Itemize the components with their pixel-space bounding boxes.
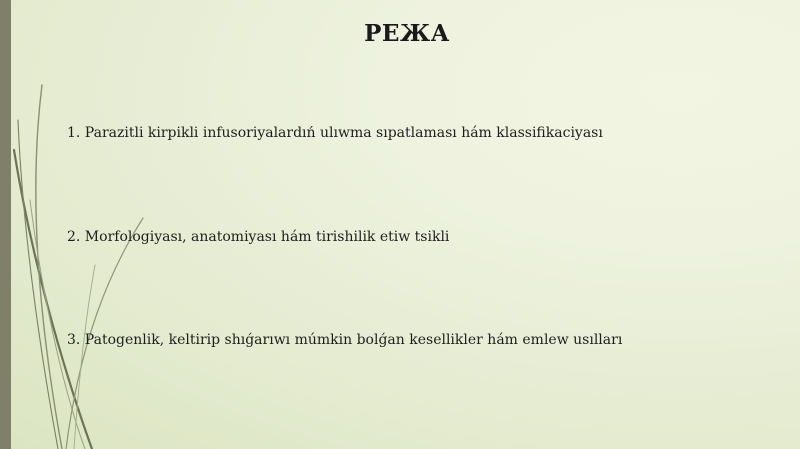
slide-title: РЕЖА (364, 20, 450, 47)
plan-item-3: 3. Patogenlik, keltirip shıǵarıwı múmkin bolǵan kesellikler hám emlew usılları (67, 332, 623, 348)
plan-item-2: 2. Morfologiyası, anatomiyası hám tirishilik etiw tsikli (67, 229, 450, 245)
plan-item-1: 1. Parazitli kirpikli infusoriyalardıń ulıwma sıpatlaması hám klassifikaciyası (67, 125, 603, 141)
